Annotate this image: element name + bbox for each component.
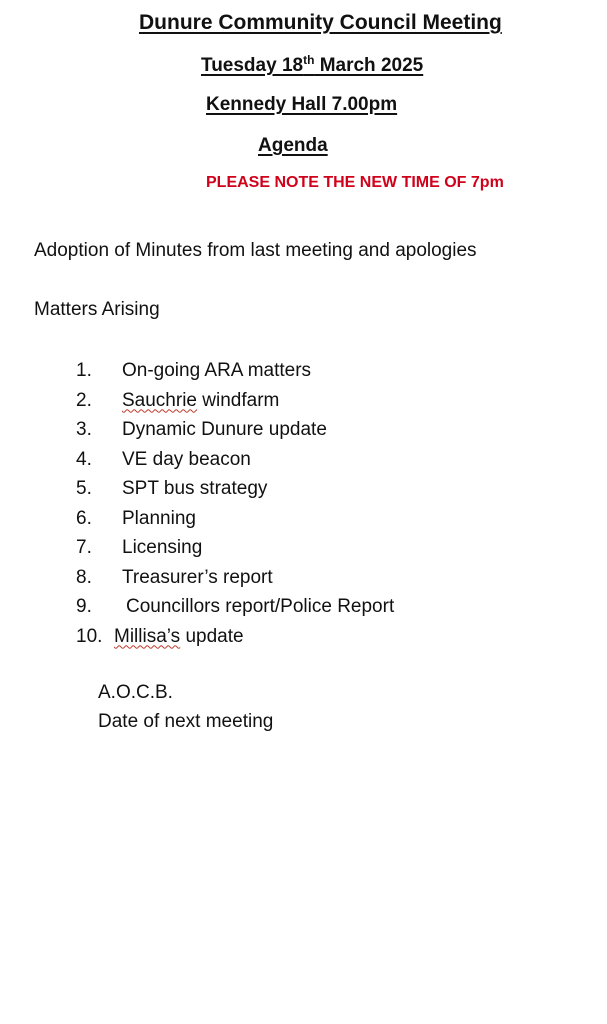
agenda-heading: Agenda [258,135,328,156]
item-text-wrap [122,390,279,411]
agenda-item [76,533,394,563]
item-number: 6. [76,507,92,529]
item-number: 3. [76,419,92,440]
agenda-item [76,563,394,593]
spellcheck-word: Millisa’s [114,625,181,647]
item-number: 10. [76,625,103,647]
matters-arising: Matters Arising [34,299,160,320]
item-number: 4. [76,448,92,470]
meeting-date [201,55,423,77]
next-meeting-date: Date of next meeting [98,711,274,732]
item-text: update [180,625,244,647]
item-text: windfarm [197,389,280,411]
adoption-of-minutes: Adoption of Minutes from last meeting and apologies [34,240,477,261]
date-suffix: March 2025 [314,55,424,76]
item-text: Treasurer’s report [122,566,273,588]
agenda-list [76,356,394,651]
item-number: 2. [76,389,92,411]
date-ordinal: th [303,53,315,67]
item-number: 1. [76,360,92,381]
aocb: A.O.C.B. [98,682,173,703]
item-number: 8. [76,566,92,588]
item-number: 9. [76,596,92,617]
agenda-item [76,504,394,534]
agenda-item [76,474,394,504]
time-change-notice: PLEASE NOTE THE NEW TIME OF 7pm [206,174,504,191]
agenda-item [76,386,394,416]
item-text: On-going ARA matters [122,360,312,381]
agenda-item [76,445,394,475]
meeting-title: Dunure Community Council Meeting [139,11,502,34]
item-text-wrap [114,626,244,647]
item-text: Planning [122,507,196,529]
date-prefix: Tuesday 18 [201,55,304,76]
item-text: SPT bus strategy [122,478,268,499]
item-text: Dynamic Dunure update [122,419,327,440]
meeting-venue: Kennedy Hall 7.00pm [206,94,398,115]
spellcheck-word: Sauchrie [122,389,197,411]
item-text: Licensing [122,537,203,558]
item-number: 7. [76,537,92,558]
agenda-item [76,356,394,386]
item-text: Councillors report/Police Report [126,596,395,617]
agenda-item [76,622,394,652]
agenda-item [76,592,394,622]
agenda-item [76,415,394,445]
item-text: VE day beacon [122,448,251,470]
item-number: 5. [76,478,92,499]
